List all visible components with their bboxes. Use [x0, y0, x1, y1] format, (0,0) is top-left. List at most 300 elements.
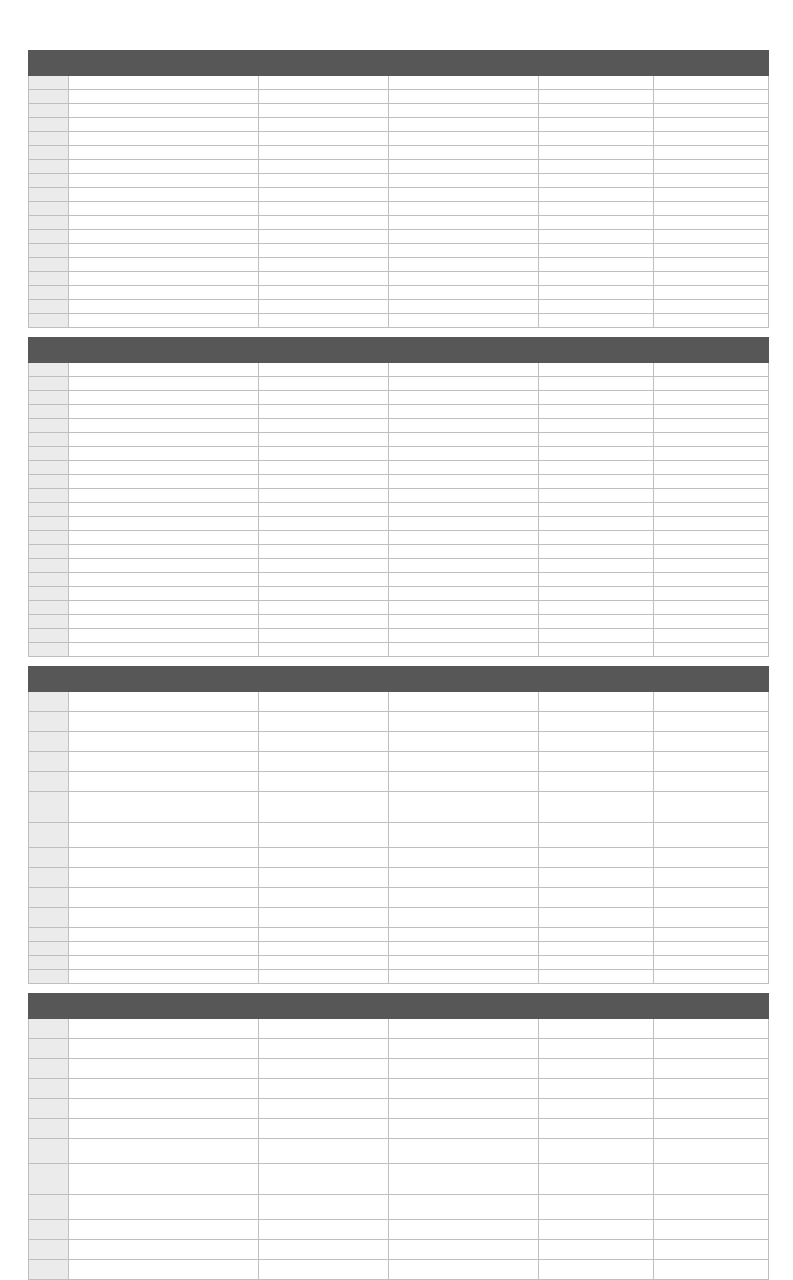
cell[interactable]	[539, 363, 654, 377]
cell[interactable]	[654, 146, 769, 160]
cell[interactable]	[259, 1059, 389, 1079]
table-row[interactable]	[29, 1240, 769, 1260]
cell[interactable]	[69, 587, 259, 601]
cell[interactable]	[389, 629, 539, 643]
cell[interactable]	[69, 146, 259, 160]
cell[interactable]	[389, 601, 539, 615]
cell[interactable]	[69, 629, 259, 643]
cell[interactable]	[69, 104, 259, 118]
cell[interactable]	[389, 732, 539, 752]
cell[interactable]	[259, 692, 389, 712]
cell[interactable]	[654, 772, 769, 792]
cell[interactable]	[389, 1139, 539, 1164]
cell[interactable]	[389, 174, 539, 188]
cell[interactable]	[389, 286, 539, 300]
cell[interactable]	[654, 1099, 769, 1119]
cell[interactable]	[259, 286, 389, 300]
table-row[interactable]	[29, 1099, 769, 1119]
table-row[interactable]	[29, 848, 769, 868]
cell[interactable]	[389, 1059, 539, 1079]
cell[interactable]	[389, 76, 539, 90]
cell[interactable]	[259, 258, 389, 272]
cell[interactable]	[654, 868, 769, 888]
cell[interactable]	[539, 587, 654, 601]
table-row[interactable]	[29, 391, 769, 405]
cell[interactable]	[539, 956, 654, 970]
cell[interactable]	[539, 1139, 654, 1164]
table-row[interactable]	[29, 1019, 769, 1039]
cell[interactable]	[654, 559, 769, 573]
cell[interactable]	[389, 792, 539, 823]
cell[interactable]	[654, 377, 769, 391]
cell[interactable]	[539, 559, 654, 573]
cell[interactable]	[389, 447, 539, 461]
cell[interactable]	[69, 792, 259, 823]
cell[interactable]	[539, 419, 654, 433]
cell[interactable]	[389, 1099, 539, 1119]
table-row[interactable]	[29, 286, 769, 300]
table-row[interactable]	[29, 868, 769, 888]
cell[interactable]	[654, 300, 769, 314]
cell[interactable]	[539, 517, 654, 531]
cell[interactable]	[69, 160, 259, 174]
cell[interactable]	[539, 314, 654, 328]
cell[interactable]	[539, 868, 654, 888]
cell[interactable]	[259, 1039, 389, 1059]
table-row[interactable]	[29, 942, 769, 956]
cell[interactable]	[654, 1059, 769, 1079]
table-row[interactable]	[29, 956, 769, 970]
cell[interactable]	[539, 1099, 654, 1119]
cell[interactable]	[259, 1099, 389, 1119]
cell[interactable]	[259, 868, 389, 888]
cell[interactable]	[69, 461, 259, 475]
cell[interactable]	[69, 216, 259, 230]
cell[interactable]	[259, 314, 389, 328]
cell[interactable]	[539, 1220, 654, 1240]
cell[interactable]	[389, 475, 539, 489]
cell[interactable]	[259, 573, 389, 587]
cell[interactable]	[389, 489, 539, 503]
cell[interactable]	[539, 118, 654, 132]
table-row[interactable]	[29, 146, 769, 160]
cell[interactable]	[69, 503, 259, 517]
cell[interactable]	[259, 405, 389, 419]
cell[interactable]	[389, 1079, 539, 1099]
cell[interactable]	[389, 503, 539, 517]
table-row[interactable]	[29, 559, 769, 573]
cell[interactable]	[539, 503, 654, 517]
cell[interactable]	[654, 174, 769, 188]
table-row[interactable]	[29, 475, 769, 489]
cell[interactable]	[259, 391, 389, 405]
cell[interactable]	[539, 908, 654, 928]
cell[interactable]	[69, 489, 259, 503]
cell[interactable]	[259, 216, 389, 230]
cell[interactable]	[259, 90, 389, 104]
cell[interactable]	[539, 230, 654, 244]
cell[interactable]	[539, 601, 654, 615]
cell[interactable]	[69, 823, 259, 848]
cell[interactable]	[654, 244, 769, 258]
cell[interactable]	[259, 956, 389, 970]
cell[interactable]	[389, 202, 539, 216]
cell[interactable]	[654, 615, 769, 629]
cell[interactable]	[654, 118, 769, 132]
cell[interactable]	[654, 792, 769, 823]
cell[interactable]	[654, 1220, 769, 1240]
cell[interactable]	[654, 160, 769, 174]
cell[interactable]	[389, 712, 539, 732]
cell[interactable]	[389, 517, 539, 531]
cell[interactable]	[654, 132, 769, 146]
cell[interactable]	[259, 1260, 389, 1280]
cell[interactable]	[69, 531, 259, 545]
cell[interactable]	[654, 314, 769, 328]
cell[interactable]	[539, 216, 654, 230]
cell[interactable]	[389, 300, 539, 314]
cell[interactable]	[69, 559, 259, 573]
table-row[interactable]	[29, 1220, 769, 1240]
cell[interactable]	[389, 272, 539, 286]
cell[interactable]	[69, 1195, 259, 1220]
cell[interactable]	[654, 405, 769, 419]
table-row[interactable]	[29, 1119, 769, 1139]
table-row[interactable]	[29, 573, 769, 587]
cell[interactable]	[389, 1119, 539, 1139]
cell[interactable]	[69, 868, 259, 888]
cell[interactable]	[654, 942, 769, 956]
cell[interactable]	[259, 132, 389, 146]
cell[interactable]	[389, 1240, 539, 1260]
cell[interactable]	[389, 545, 539, 559]
cell[interactable]	[654, 531, 769, 545]
cell[interactable]	[69, 517, 259, 531]
cell[interactable]	[654, 752, 769, 772]
cell[interactable]	[389, 942, 539, 956]
cell[interactable]	[259, 531, 389, 545]
cell[interactable]	[654, 503, 769, 517]
cell[interactable]	[69, 90, 259, 104]
cell[interactable]	[389, 823, 539, 848]
table-row[interactable]	[29, 615, 769, 629]
cell[interactable]	[389, 230, 539, 244]
cell[interactable]	[259, 118, 389, 132]
cell[interactable]	[539, 732, 654, 752]
table-row[interactable]	[29, 377, 769, 391]
cell[interactable]	[69, 1220, 259, 1240]
cell[interactable]	[539, 1260, 654, 1280]
cell[interactable]	[69, 188, 259, 202]
cell[interactable]	[389, 146, 539, 160]
cell[interactable]	[259, 244, 389, 258]
cell[interactable]	[259, 503, 389, 517]
cell[interactable]	[539, 489, 654, 503]
cell[interactable]	[389, 956, 539, 970]
cell[interactable]	[69, 928, 259, 942]
cell[interactable]	[389, 643, 539, 657]
cell[interactable]	[69, 732, 259, 752]
cell[interactable]	[654, 732, 769, 752]
cell[interactable]	[654, 573, 769, 587]
cell[interactable]	[69, 752, 259, 772]
cell[interactable]	[654, 272, 769, 286]
table-row[interactable]	[29, 300, 769, 314]
cell[interactable]	[539, 300, 654, 314]
cell[interactable]	[389, 970, 539, 984]
cell[interactable]	[539, 377, 654, 391]
table-row[interactable]	[29, 772, 769, 792]
cell[interactable]	[69, 118, 259, 132]
cell[interactable]	[69, 174, 259, 188]
cell[interactable]	[389, 160, 539, 174]
cell[interactable]	[259, 461, 389, 475]
cell[interactable]	[259, 1240, 389, 1260]
cell[interactable]	[259, 1119, 389, 1139]
cell[interactable]	[389, 587, 539, 601]
cell[interactable]	[654, 823, 769, 848]
table-row[interactable]	[29, 461, 769, 475]
table-row[interactable]	[29, 118, 769, 132]
cell[interactable]	[539, 1019, 654, 1039]
cell[interactable]	[539, 712, 654, 732]
cell[interactable]	[539, 174, 654, 188]
table-row[interactable]	[29, 545, 769, 559]
cell[interactable]	[654, 545, 769, 559]
cell[interactable]	[654, 188, 769, 202]
cell[interactable]	[654, 447, 769, 461]
table-row[interactable]	[29, 1139, 769, 1164]
cell[interactable]	[539, 545, 654, 559]
cell[interactable]	[654, 230, 769, 244]
cell[interactable]	[69, 447, 259, 461]
cell[interactable]	[69, 1164, 259, 1195]
cell[interactable]	[539, 942, 654, 956]
table-row[interactable]	[29, 752, 769, 772]
cell[interactable]	[389, 1260, 539, 1280]
cell[interactable]	[654, 888, 769, 908]
cell[interactable]	[69, 942, 259, 956]
cell[interactable]	[389, 573, 539, 587]
cell[interactable]	[259, 615, 389, 629]
cell[interactable]	[389, 1220, 539, 1240]
cell[interactable]	[69, 1119, 259, 1139]
table-row[interactable]	[29, 90, 769, 104]
cell[interactable]	[654, 391, 769, 405]
cell[interactable]	[259, 545, 389, 559]
cell[interactable]	[259, 559, 389, 573]
cell[interactable]	[389, 559, 539, 573]
cell[interactable]	[389, 615, 539, 629]
table-row[interactable]	[29, 132, 769, 146]
table-row[interactable]	[29, 447, 769, 461]
cell[interactable]	[259, 475, 389, 489]
table-row[interactable]	[29, 823, 769, 848]
cell[interactable]	[539, 244, 654, 258]
cell[interactable]	[539, 752, 654, 772]
cell[interactable]	[389, 1195, 539, 1220]
table-row[interactable]	[29, 629, 769, 643]
cell[interactable]	[654, 956, 769, 970]
cell[interactable]	[654, 1119, 769, 1139]
cell[interactable]	[259, 1220, 389, 1240]
cell[interactable]	[539, 391, 654, 405]
cell[interactable]	[259, 752, 389, 772]
cell[interactable]	[259, 433, 389, 447]
cell[interactable]	[259, 888, 389, 908]
cell[interactable]	[389, 405, 539, 419]
cell[interactable]	[539, 1059, 654, 1079]
cell[interactable]	[654, 1039, 769, 1059]
cell[interactable]	[259, 1019, 389, 1039]
cell[interactable]	[69, 1240, 259, 1260]
table-row[interactable]	[29, 216, 769, 230]
cell[interactable]	[389, 391, 539, 405]
cell[interactable]	[389, 118, 539, 132]
cell[interactable]	[654, 970, 769, 984]
cell[interactable]	[259, 76, 389, 90]
cell[interactable]	[259, 1164, 389, 1195]
cell[interactable]	[389, 377, 539, 391]
cell[interactable]	[69, 1260, 259, 1280]
cell[interactable]	[539, 160, 654, 174]
cell[interactable]	[539, 90, 654, 104]
cell[interactable]	[69, 888, 259, 908]
cell[interactable]	[259, 629, 389, 643]
cell[interactable]	[259, 792, 389, 823]
cell[interactable]	[259, 1195, 389, 1220]
table-row[interactable]	[29, 160, 769, 174]
cell[interactable]	[539, 848, 654, 868]
cell[interactable]	[539, 772, 654, 792]
cell[interactable]	[654, 692, 769, 712]
cell[interactable]	[539, 475, 654, 489]
cell[interactable]	[654, 90, 769, 104]
table-row[interactable]	[29, 1079, 769, 1099]
cell[interactable]	[389, 928, 539, 942]
cell[interactable]	[389, 752, 539, 772]
cell[interactable]	[259, 146, 389, 160]
cell[interactable]	[539, 132, 654, 146]
cell[interactable]	[259, 1139, 389, 1164]
cell[interactable]	[69, 475, 259, 489]
cell[interactable]	[259, 643, 389, 657]
cell[interactable]	[654, 202, 769, 216]
table-row[interactable]	[29, 503, 769, 517]
cell[interactable]	[69, 377, 259, 391]
cell[interactable]	[654, 1195, 769, 1220]
cell[interactable]	[389, 531, 539, 545]
cell[interactable]	[389, 772, 539, 792]
table-row[interactable]	[29, 272, 769, 286]
cell[interactable]	[539, 970, 654, 984]
cell[interactable]	[259, 601, 389, 615]
cell[interactable]	[389, 258, 539, 272]
cell[interactable]	[539, 692, 654, 712]
cell[interactable]	[69, 1079, 259, 1099]
cell[interactable]	[69, 300, 259, 314]
table-row[interactable]	[29, 1260, 769, 1280]
cell[interactable]	[654, 1164, 769, 1195]
cell[interactable]	[259, 517, 389, 531]
cell[interactable]	[654, 643, 769, 657]
cell[interactable]	[259, 447, 389, 461]
table-row[interactable]	[29, 732, 769, 752]
cell[interactable]	[69, 643, 259, 657]
cell[interactable]	[69, 244, 259, 258]
table-row[interactable]	[29, 76, 769, 90]
cell[interactable]	[539, 1079, 654, 1099]
cell[interactable]	[654, 216, 769, 230]
table-row[interactable]	[29, 202, 769, 216]
cell[interactable]	[389, 1164, 539, 1195]
table-row[interactable]	[29, 419, 769, 433]
cell[interactable]	[539, 643, 654, 657]
cell[interactable]	[69, 545, 259, 559]
cell[interactable]	[69, 433, 259, 447]
cell[interactable]	[539, 76, 654, 90]
cell[interactable]	[69, 1099, 259, 1119]
cell[interactable]	[69, 419, 259, 433]
cell[interactable]	[69, 692, 259, 712]
cell[interactable]	[654, 1019, 769, 1039]
cell[interactable]	[654, 419, 769, 433]
cell[interactable]	[539, 146, 654, 160]
cell[interactable]	[389, 216, 539, 230]
cell[interactable]	[69, 202, 259, 216]
cell[interactable]	[259, 202, 389, 216]
cell[interactable]	[69, 772, 259, 792]
table-row[interactable]	[29, 517, 769, 531]
cell[interactable]	[389, 692, 539, 712]
table-row[interactable]	[29, 1059, 769, 1079]
cell[interactable]	[654, 489, 769, 503]
cell[interactable]	[389, 433, 539, 447]
cell[interactable]	[69, 132, 259, 146]
cell[interactable]	[539, 1164, 654, 1195]
table-row[interactable]	[29, 1164, 769, 1195]
cell[interactable]	[539, 531, 654, 545]
cell[interactable]	[654, 908, 769, 928]
cell[interactable]	[259, 712, 389, 732]
cell[interactable]	[69, 272, 259, 286]
table-row[interactable]	[29, 104, 769, 118]
cell[interactable]	[654, 517, 769, 531]
cell[interactable]	[539, 258, 654, 272]
cell[interactable]	[389, 104, 539, 118]
table-row[interactable]	[29, 970, 769, 984]
cell[interactable]	[389, 90, 539, 104]
cell[interactable]	[654, 363, 769, 377]
cell[interactable]	[69, 712, 259, 732]
cell[interactable]	[69, 848, 259, 868]
cell[interactable]	[539, 1240, 654, 1260]
table-row[interactable]	[29, 928, 769, 942]
cell[interactable]	[69, 1019, 259, 1039]
cell[interactable]	[539, 188, 654, 202]
cell[interactable]	[539, 202, 654, 216]
table-row[interactable]	[29, 1195, 769, 1220]
cell[interactable]	[69, 391, 259, 405]
table-row[interactable]	[29, 643, 769, 657]
cell[interactable]	[654, 286, 769, 300]
cell[interactable]	[389, 419, 539, 433]
cell[interactable]	[389, 888, 539, 908]
cell[interactable]	[654, 1260, 769, 1280]
cell[interactable]	[654, 629, 769, 643]
cell[interactable]	[389, 848, 539, 868]
cell[interactable]	[389, 461, 539, 475]
